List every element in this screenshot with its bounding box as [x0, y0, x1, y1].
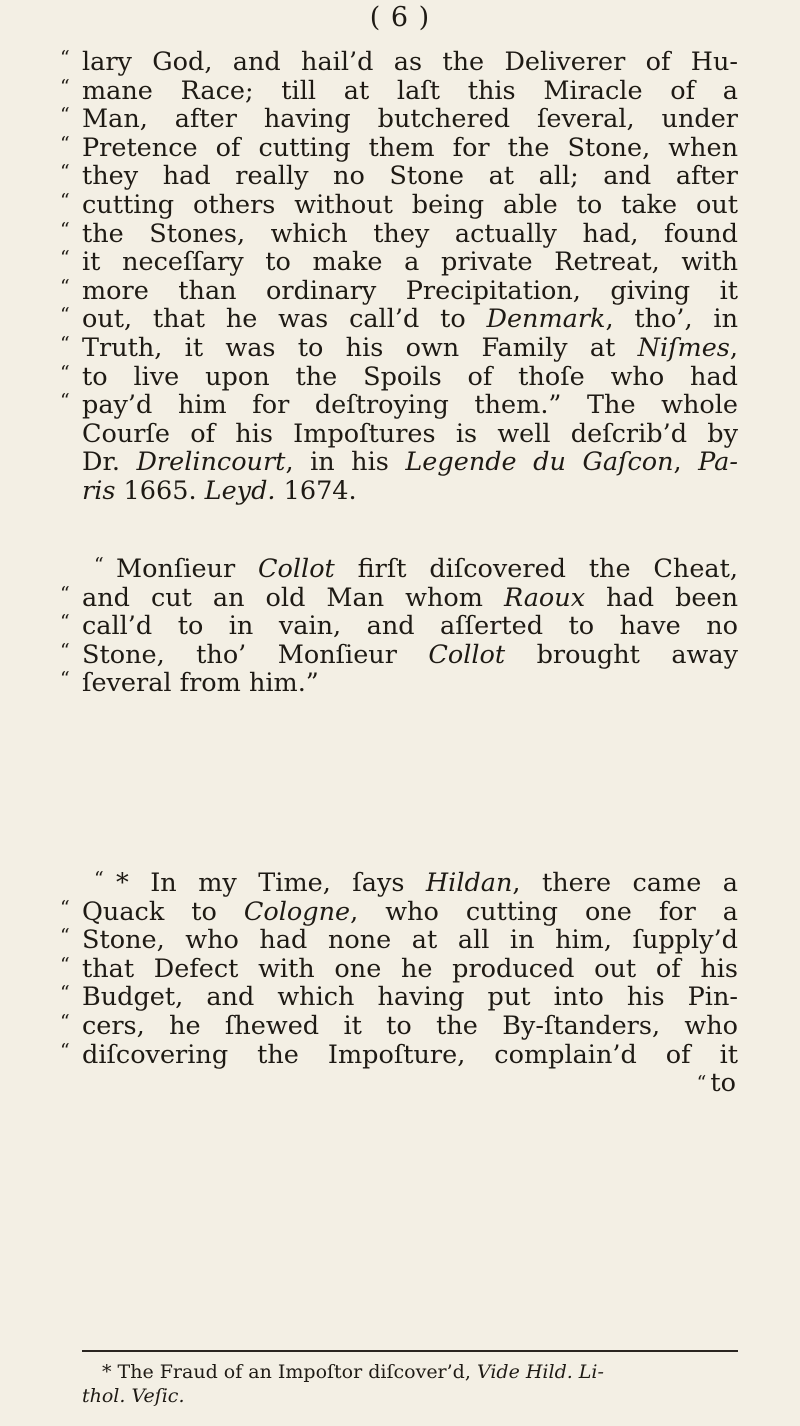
footnote-line-1 [82, 1360, 738, 1384]
text-line [60, 361, 738, 392]
text-line [60, 104, 738, 135]
line-text: , [729, 332, 738, 363]
quotation-mark: “ [94, 868, 104, 890]
footnote-line-2 [82, 1384, 738, 1408]
paragraph-1 [60, 47, 739, 506]
quotation-mark: “ [60, 304, 70, 327]
text-line [60, 582, 738, 613]
line-text: Quack to [82, 896, 244, 927]
line-text: diſcovering the Impoſture, complain’d of it [82, 1039, 738, 1070]
footnote-citation-1: Vide Hild. Li- [476, 1361, 604, 1383]
quotation-mark: “ [60, 247, 70, 270]
text-line [60, 189, 738, 220]
line-text: mane Race; till at laſt this Miracle of a [82, 75, 738, 106]
text-line [82, 420, 738, 449]
paragraph-3 [60, 868, 739, 1099]
text-line [60, 668, 738, 699]
line-text: out, that he was call’d to [82, 304, 487, 335]
quotation-mark: “ [60, 1039, 70, 1062]
text-line [60, 332, 738, 363]
line-text: Courſe of his Impoſtures is well deſcrib’d by [82, 418, 738, 449]
quotation-mark: “ [60, 390, 70, 413]
text-line [60, 161, 738, 192]
quotation-mark: “ [60, 189, 70, 212]
quotation-mark: “ [60, 75, 70, 98]
text-line [60, 925, 738, 956]
text-line [60, 611, 738, 642]
line-text: , [673, 447, 699, 478]
text-line [60, 132, 738, 163]
quotation-mark: “ [60, 1010, 70, 1033]
text-line [60, 1039, 738, 1070]
line-text: Stone, who had none at all in him, ſupply’d [82, 925, 738, 956]
line-text: pay’d him for deſtroying them.” The whole [82, 390, 738, 421]
italic-text: Collot [428, 639, 506, 670]
italic-text: ris [82, 475, 116, 506]
quotation-mark: “ [60, 218, 70, 241]
line-text: Budget, and which having put into his Pin- [82, 982, 738, 1013]
footnote [82, 1360, 738, 1408]
line-text: , in his [285, 447, 406, 478]
line-text: 1665. [115, 475, 205, 506]
text-line [60, 953, 738, 984]
line-text: Pretence of cutting them for the Stone, when [82, 132, 738, 163]
line-text: more than ordinary Precipitation, giving it [82, 275, 738, 306]
footnote-text-1: * The Fraud of an Impoſtor diſcover’d, [102, 1361, 477, 1383]
line-text: , who cutting one for a [350, 896, 739, 927]
quotation-mark: “ [60, 925, 70, 948]
line-text: , there came a [512, 868, 738, 898]
italic-text: Hildan [425, 868, 513, 898]
line-text: to [710, 1068, 736, 1099]
line-text: * In my Time, ſays [116, 868, 426, 898]
line-text: cutting others without being able to take out [82, 189, 738, 220]
line-text: call’d to in vain, and aſſerted to have no [82, 611, 738, 642]
line-text: Man, after having butchered ſeveral, under [82, 104, 738, 135]
line-text: had been [585, 582, 738, 613]
footnote-rule [82, 1350, 738, 1352]
line-text: the Stones, which they actually had, found [82, 218, 738, 249]
text-line [82, 1069, 738, 1098]
text-line [60, 218, 738, 249]
text-line [60, 982, 738, 1013]
quotation-mark: “ [60, 668, 70, 691]
italic-text: Leyd. [204, 475, 276, 506]
line-text: Dr. [82, 447, 137, 478]
italic-text: Raoux [503, 582, 586, 613]
line-text: they had really no Stone at all; and after [82, 161, 738, 192]
line-text: Truth, it was to his own Family at [82, 332, 638, 363]
text-line [82, 448, 738, 477]
page-number: ( 6 ) [369, 2, 431, 33]
italic-text: Drelincourt [136, 447, 286, 478]
quotation-mark: “ [60, 611, 70, 634]
text-line [60, 639, 738, 670]
quotation-mark: “ [60, 332, 70, 355]
text-line [60, 275, 738, 306]
line-text: Stone, tho’ Monſieur [82, 639, 429, 670]
italic-text: Cologne [243, 896, 351, 927]
text-line [60, 304, 738, 335]
quotation-mark: “ [60, 104, 70, 127]
text-line [60, 1010, 738, 1041]
footnote-citation-2a: thol. [82, 1385, 132, 1407]
italic-text: Legende du Gaſcon [405, 447, 674, 478]
line-text: that Defect with one he produced out of his [82, 953, 738, 984]
line-text: lary God, and hail’d as the Deliverer of Hu- [82, 47, 738, 77]
line-text: 1674. [275, 475, 357, 506]
quotation-mark: “ [60, 47, 70, 69]
quotation-mark: “ [94, 554, 104, 576]
paragraph-2 [60, 554, 738, 699]
text-line [82, 869, 738, 898]
text-line [60, 247, 738, 278]
text-line [82, 477, 738, 506]
quotation-mark: “ [60, 896, 70, 919]
italic-text: Pa- [698, 447, 739, 478]
quotation-mark: “ [60, 639, 70, 662]
line-text: and cut an old Man whom [82, 582, 504, 613]
quotation-mark: “ [60, 275, 70, 298]
quotation-mark: “ [60, 161, 70, 184]
text-line [60, 390, 738, 421]
quotation-mark: “ [60, 361, 70, 384]
text-line [60, 47, 738, 77]
text-line [60, 75, 738, 106]
line-text: brought away [505, 639, 738, 670]
line-text: , tho’, in [605, 304, 738, 335]
italic-text: Denmark [486, 304, 606, 335]
line-text: to live upon the Spoils of thoſe who had [82, 361, 738, 392]
line-text: Monſieur [116, 554, 259, 584]
footnote-citation-2b: Veſic. [131, 1385, 185, 1407]
quotation-mark: “ [60, 132, 70, 155]
line-text: it neceſſary to make a private Retreat, with [82, 247, 738, 278]
line-text: firſt diſcovered the Cheat, [334, 554, 738, 584]
quotation-mark: “ [696, 1072, 707, 1095]
quotation-mark: “ [60, 982, 70, 1005]
quotation-mark: “ [60, 953, 70, 976]
line-text: ſeveral from him.” [82, 668, 319, 699]
text-line [82, 555, 738, 584]
text-line [60, 896, 739, 927]
line-text: cers, he ſhewed it to the By-ſtanders, who [82, 1010, 738, 1041]
italic-text: Collot [258, 554, 335, 584]
quotation-mark: “ [60, 582, 70, 605]
italic-text: Niſmes [637, 332, 730, 363]
